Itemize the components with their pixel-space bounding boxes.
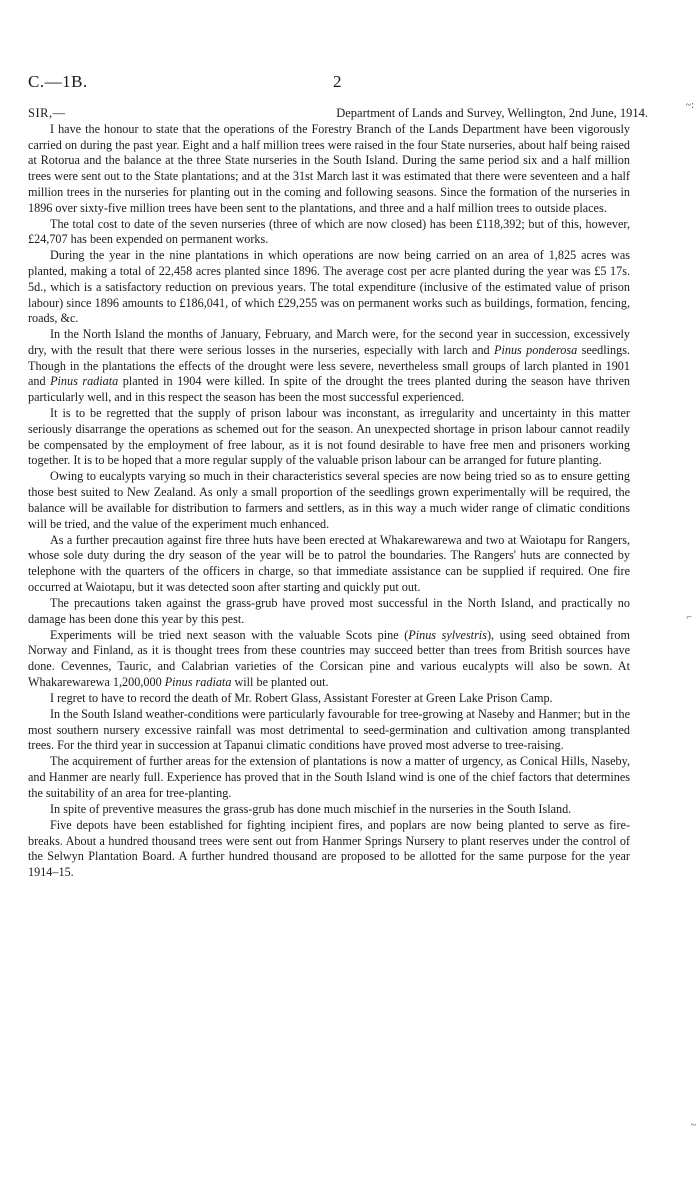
paragraph-text: In the South Island weather-conditions were particularly favourable for tree-growing at Naseby and Hanmer; but in the most southern nursery excessive rainfall was most detrimental to seed-germination and cultivation among transplanted trees. For the third year in succession at Tapanui climatic conditions have proved most adverse to tree-raising. xyxy=(28,706,630,753)
paragraph xyxy=(28,818,630,881)
paragraph xyxy=(28,691,630,707)
paragraph xyxy=(28,533,630,596)
paragraph-text: Five depots have been established for fighting incipient fires, and poplars are now being planted to serve as fire-breaks. About a hundred thousand trees were sent out from Hanmer Springs Nursery to plant reserves under the control of the Selwyn Plantation Board. A further hundred thousand are proposed to be allotted for the same purpose for the year 1914–15. xyxy=(28,818,630,880)
page-number: 2 xyxy=(333,72,342,91)
paragraph xyxy=(28,469,630,532)
paragraph xyxy=(28,802,630,818)
paragraph xyxy=(28,754,630,801)
paragraph-text: ), using seed obtained from Norway and Finland, as it is thought trees from these countries may succeed better than trees from British sources have done. Cevennes, Tauric, and Calabrian varieties of the Corsican pine and various eucalypts will also be sown. At Whakarewarewa 1,200,000 xyxy=(28,627,630,689)
page-header xyxy=(28,72,648,96)
letter-body xyxy=(28,122,630,881)
paragraph xyxy=(28,406,630,469)
paragraph xyxy=(28,327,630,406)
paragraph-text: will be planted out. xyxy=(231,674,329,689)
paragraph-text: Experiments will be tried next season with the valuable Scots pine ( xyxy=(50,627,409,642)
paragraph-text: During the year in the nine plantations in which operations are now being carried on an area of 1,825 acres was planted, making a total of 22,458 acres planted since 1896. The average cost per acre planted during the year was £5 17s. 5d., which is a satisfactory reduction on previous years. The total expenditure (inclusive of the estimated value of prison labour) since 1896 amounts to £186,041, of which £29,255 was on permanent works such as buildings, formation, fencing, roads, &c. xyxy=(28,248,630,326)
species-name: Pinus radiata xyxy=(164,674,232,689)
species-name: Pinus sylvestris xyxy=(408,627,487,642)
paragraph-text: planted in 1904 were killed. In spite of the drought the trees planted during the season have thriven particularly well, and in this respect the season has been the most successful experienced. xyxy=(28,374,630,405)
paragraph-text: In spite of preventive measures the grass-grub has done much mischief in the nurseries in the South Island. xyxy=(50,801,572,816)
paragraph-text: As a further precaution against fire three huts have been erected at Whakarewarewa and two at Waiotapu for Rangers, whose sole duty during the dry season of the year will be to patrol the boundaries. The Rangers' huts are connected by telephone with the quarters of the officers in charge, so that immediate assistance can be supplied if required. One fire occurred at Waiotapu, but it was detected soon after starting and quickly put out. xyxy=(28,532,630,594)
document-reference: C.—1B. xyxy=(28,72,88,91)
margin-mark: ~ xyxy=(690,1120,696,1131)
paragraph-text: I regret to have to record the death of Mr. Robert Glass, Assistant Forester at Green Lake Prison Camp. xyxy=(50,690,553,705)
paragraph-text: The precautions taken against the grass-grub have proved most successful in the North Island, and practically no damage has been done this year by this pest. xyxy=(28,595,630,626)
paragraph xyxy=(28,122,630,216)
paragraph-text: The total cost to date of the seven nurseries (three of which are now closed) has been £118,392; but of this, however, £24,707 has been expended on permanent works. xyxy=(28,216,630,247)
salutation: SIR,— xyxy=(28,106,66,120)
species-name: Pinus ponderosa xyxy=(494,343,578,358)
paragraph xyxy=(28,596,630,627)
paragraph-text: seedlings. Though in the plantations the effects of the drought were less severe, nevertheless small groups of larch planted in 1901 and xyxy=(28,343,630,389)
paragraph xyxy=(28,217,630,248)
paragraph-text: Owing to eucalypts varying so much in their characteristics several species are now being tried so as to ensure getting those best suited to New Zealand. As only a small proportion of the seedlings grown experimentally will be required, the balance will be available for distribution to farmers and settlers, as in this way a much wider range of climatic conditions will be tried, and the value of the experiment much enhanced. xyxy=(28,469,630,531)
margin-mark: ~: xyxy=(685,100,694,111)
paragraph-text: The acquirement of further areas for the extension of plantations is now a matter of urgency, as Conical Hills, Naseby, and Hanmer are nearly full. Experience has proved that in the South Island wind is one of the chief factors that determines the suitability of an area for tree-planting. xyxy=(28,754,630,800)
species-name: Pinus radiata xyxy=(50,374,119,389)
paragraph-text: It is to be regretted that the supply of prison labour was inconstant, as irregularity and uncertainty in this matter seriously disarrange the operations as schemed out for the season. An unexpected shortage in prison labour cannot readily be compensated by the employment of free labour, as it is not found desirable to have free men and prisoners working together. It is to be hoped that a more regular supply of the valuable prison labour can be arranged for future planting. xyxy=(28,406,630,468)
paragraph-text: I have the honour to state that the operations of the Forestry Branch of the Lands Department have been vigorously carried on during the past year. Eight and a half million trees were raised in the four State nurseries, about half being raised at Rotorua and the balance at the three State nurseries in the South Island. During the same period six and a half million trees were sent out to the State plantations; and at the 31st March last it was estimated that there were seventeen and a half million trees in the nurseries for planting out in the coming and following seasons. Since the formation of the nurseries in 1896 over sixty-five million trees have been sent to the plantations, and three and a half million trees to outside places. xyxy=(28,122,630,215)
paragraph xyxy=(28,248,630,327)
dateline: Department of Lands and Survey, Wellington, 2nd June, 1914. xyxy=(336,106,648,120)
margin-mark: ⌐ xyxy=(686,612,692,623)
paragraph-text: In the North Island the months of January, February, and March were, for the second year in succession, excessively dry, with the result that there were serious losses in the nurseries, especially with larch and xyxy=(28,327,630,358)
paragraph xyxy=(28,628,630,691)
paragraph xyxy=(28,707,630,754)
